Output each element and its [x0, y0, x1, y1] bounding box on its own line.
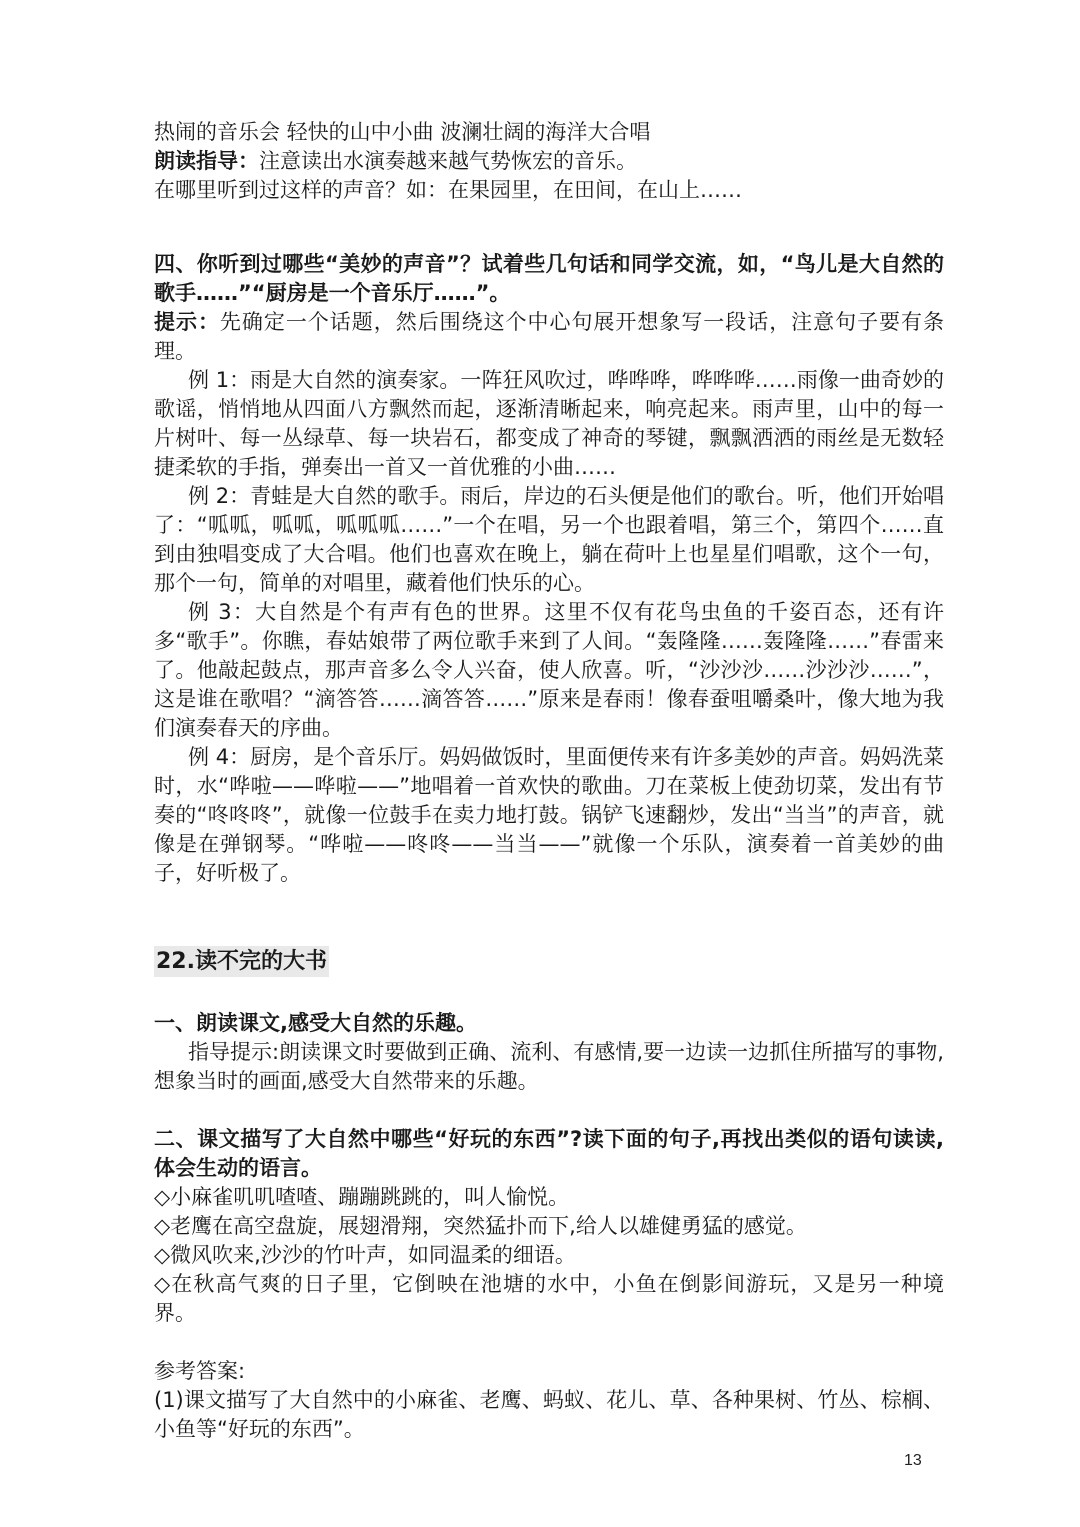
section-4-hint — [154, 308, 944, 366]
reading-guide-label: 朗读指导： — [154, 149, 259, 173]
intro-line-3: 在哪里听到过这样的声音？如：在果园里，在田间，在山上…… — [154, 178, 742, 202]
lesson-title-row — [154, 946, 944, 977]
part-1-text: 指导提示:朗读课文时要做到正确、流利、有感情,要一边读一边抓住所描写的事物,想象当时的画面,感受大自然带来的乐趣。 — [154, 1040, 944, 1093]
example-4: 例 4：厨房，是个音乐厅。妈妈做饭时，里面便传来有许多美妙的声音。妈妈洗菜时，水“哗啦——哗啦——”地唱着一首欢快的歌曲。刀在菜板上使劲切菜，发出有节奏的“咚咚咚”，就像一位鼓手在卖力地打鼓。锅铲飞速翻炒，发出“当当”的声音，就像是在弹钢琴。“哗啦——咚咚——当当——”就像一个乐队，演奏着一首美妙的曲子，好听极了。 — [154, 745, 944, 885]
example-3: 例 3：大自然是个有声有色的世界。这里不仅有花鸟虫鱼的千姿百态，还有许多“歌手”。你瞧，春姑娘带了两位歌手来到了人间。“轰隆隆……轰隆隆……”春雷来了。他敲起鼓点，那声音多么令人兴奋，使人欣喜。听，“沙沙沙……沙沙沙……”，这是谁在歌唱？“滴答答……滴答答……”原来是春雨！像春蚕咀嚼桑叶，像大地为我们演奏春天的序曲。 — [154, 600, 944, 740]
answer-text: (1)课文描写了大自然中的小麻雀、老鹰、蚂蚁、花儿、草、各种果树、竹丛、棕榈、小鱼等“好玩的东西”。 — [154, 1388, 944, 1441]
example-2: 例 2：青蛙是大自然的歌手。雨后，岸边的石头便是他们的歌台。听，他们开始唱了：“呱呱，呱呱，呱呱呱……”一个在唱，另一个也跟着唱，第三个，第四个……直到由独唱变成了大合唱。他们也喜欢在晚上，躺在荷叶上也星星们唱歌，这个一句，那个一句，简单的对唱里，藏着他们快乐的心。 — [154, 484, 944, 595]
example-1: 例 1：雨是大自然的演奏家。一阵狂风吹过，哗哗哗，哗哗哗……雨像一曲奇妙的歌谣，悄悄地从四面八方飘然而起，逐渐清晰起来，响亮起来。雨声里，山中的每一片树叶、每一丛绿草、每一块岩石，都变成了神奇的琴键，飘飘洒洒的雨丝是无数轻捷柔软的手指，弹奏出一首又一首优雅的小曲…… — [154, 368, 944, 479]
bullet-item: ◇在秋高气爽的日子里，它倒映在池塘的水中，小鱼在倒影间游玩，又是另一种境界。 — [154, 1272, 944, 1325]
part-2-title: 二、课文描写了大自然中哪些“好玩的东西”?读下面的句子,再找出类似的语句读读,体会生动的语言。 — [154, 1127, 944, 1180]
part-1-title: 一、朗读课文,感受大自然的乐趣。 — [154, 1011, 477, 1035]
section-4-title: 四、你听到过哪些“美妙的声音”？试着些几句话和同学交流，如，“鸟儿是大自然的歌手……”“厨房是一个音乐厅……”。 — [154, 252, 944, 305]
intro-line-1: 热闹的音乐会 轻快的山中小曲 波澜壮阔的海洋大合唱 — [154, 120, 651, 144]
hint-text: 先确定一个话题，然后围绕这个中心句展开想象写一段话，注意句子要有条理。 — [154, 310, 945, 363]
answer-label: 参考答案: — [154, 1359, 246, 1383]
bullet-item: ◇小麻雀叽叽喳喳、蹦蹦跳跳的，叫人愉悦。 — [154, 1185, 570, 1209]
hint-label: 提示： — [154, 310, 220, 334]
bullet-item: ◇老鹰在高空盘旋，展翅滑翔，突然猛扑而下,给人以雄健勇猛的感觉。 — [154, 1214, 807, 1238]
reading-guide-text: 注意读出水演奏越来越气势恢宏的音乐。 — [259, 149, 637, 173]
page-number: 13 — [904, 1452, 922, 1469]
lesson-22-title: 22.读不完的大书 — [154, 946, 329, 977]
bullet-item: ◇微风吹来,沙沙的竹叶声，如同温柔的细语。 — [154, 1243, 576, 1267]
reading-guide — [154, 147, 944, 176]
page-content — [154, 118, 944, 1444]
